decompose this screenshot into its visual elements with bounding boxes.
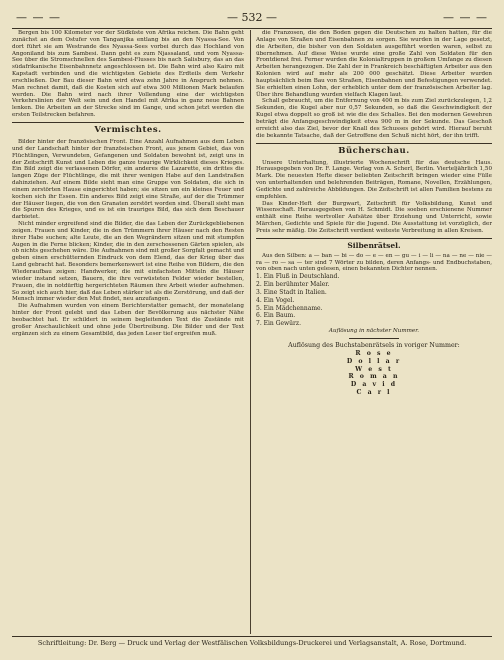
puzzle-item: 7. Ein Gewürz. — [256, 320, 301, 328]
section-divider — [256, 143, 492, 144]
solution-line: R o s e — [355, 350, 393, 358]
solution-line: D a v i d — [350, 381, 398, 389]
page-number: — 532 — — [227, 10, 277, 24]
vermischtes-paragraph-2: Nicht minder ergreifend sind die Bilder, die das Leben der Zurückgebliebenen zeigen. Frauen und Kinder, die in den Trümmern ihrer Häuser nach den Resten ihrer Habe suchen; alte Leute, die an den Wegrändern sitzen und mit stumpfen Augen in die Ferne blicken; Kinder, die in den zerschossenen Gärten spielen, als ob nichts geschehen wäre. Die Aufnahmen sind mit großer Sorgfalt gemacht und geben einen erschütternden Eindruck von dem Elend, das der Krieg über das Land gebracht hat. Besonders bemerkenswert ist eine Reihe von Bildern, die den Wiederaufbau zeigen: Handwerker, die mit einfachsten Mitteln die Häuser wieder instand setzen, Bauern, die ihre verwüsteten Felder wieder bestellen, Frauen, die in notdürftig hergerichteten Räumen ihre Arbeit wieder aufnehmen. So zeigt sich auch hier, daß das Leben stärker ist als die Zerstörung, und daß der Mensch immer wieder den Mut findet, neu anzufangen. — [12, 221, 244, 303]
solution-line: R o m a n — [348, 373, 400, 381]
puzzle-intro: Aus den Silben: a — ban — bi — do — e — en — gu — i — li — na — ne — nie — ra — ro — sa — ter sind 7 Wörter zu bilden, deren Anfangs- und Endbuchstaben, von oben nach unten gelesen, einen bekannten Dichter nennen. — [256, 252, 492, 273]
puzzle-note: Auflösung in nächster Nummer. — [328, 327, 420, 334]
solution-line: D o l l a r — [346, 357, 402, 365]
header-dash-left: — — — — [16, 10, 61, 24]
puzzle-item: 1. Ein Fluß in Deutschland. — [256, 273, 340, 281]
vermischtes-paragraph-3: Die Aufnahmen wurden von einem Berichterstatter gemacht, der monatelang hinter der Front gelebt und das Leben der Bevölkerung aus nächster Nähe beobachtet hat. Er schildert in seinem begleitenden Text die Zustände mit großer Anschaulichkeit und ohne jede Übertreibung. Die Bilder und der Text ergänzen sich zu einem Gesamtbild, das jeden Leser tief ergreifen muß. — [12, 303, 244, 337]
puzzle-item: 4. Ein Vogel. — [256, 296, 295, 304]
page-header — [12, 6, 492, 29]
puzzle-item: 3. Eine Stadt in Italien. — [256, 288, 327, 296]
section-divider — [256, 238, 492, 239]
puzzle-item: 2. Ein berühmter Maler. — [256, 281, 330, 289]
left-intro-paragraph: Bergen bis 100 Kilometer vor der Südküste von Afrika reichen. Die Bahn geht zunächst an dem Ostufer von Tanganjika entlang bis an den Nyassa-See. Von dort führt sie am Westrande des Nyassa-Sees vorbei durch das Hochland von Angoniland bis zum Sambesi. Dann geht es zum Njassaland, und vom Nyassa-See über die Stromschnellen des Sambesi-Flusses bis nach Salisbury, das an das südafrikanische Eisenbahnnetz angeschlossen ist. Die Bahn wird also Kairo mit Kapstadt verbinden und die wichtigsten Gebiete des Erdteils dem Verkehr erschließen. Der Bau dieser Bahn wird etwa zehn Jahre in Anspruch nehmen. Man rechnet damit, daß die Kosten sich auf etwa 300 Millionen Mark belaufen werden. Die Bahn wird nach ihrer Vollendung eine der wichtigsten Verkehrslinien der Welt sein und den Handel mit Afrika in ganz neue Bahnen lenken. Die Arbeiten an der Strecke sind im Gange, und schon jetzt werden die ersten Teilstrecken befahren. — [12, 30, 244, 119]
puzzle-item: 5. Ein Mädchenname. — [256, 304, 323, 312]
section-title-buecherschau: Bücherschau. — [338, 145, 410, 156]
solution-line: W e s t — [355, 365, 393, 373]
book-review-1: Unsere Unterhaltung, illustrierte Wochenschrift für das deutsche Haus. Herausgegeben von Dr. F. Lange. Verlag von A. Scherl, Berlin. Vierteljährlich 1,50 Mark. Die neuesten Hefte dieser beliebten Zeitschrift bringen wieder eine Fülle von unterhaltenden und belehrenden Beiträgen, Romane, Novellen, Erzählungen, Gedichte und zahlreiche Abbildungen. Die Zeitschrift ist allen Familien bestens zu empfehlen. — [256, 159, 492, 200]
puzzle-item: 6. Ein Baum. — [256, 312, 296, 320]
section-title-vermischtes: Vermischtes. — [94, 124, 162, 135]
right-intro-paragraph: die Franzosen, die den Boden gegen die Deutschen zu halten hatten, für die Anlage von Straßen und Eisenbahnen zu sorgen. Sie wurden in der Lage gesetzt, die Arbeiten, die bisher von den Soldaten ausgeführt worden waren, selbst zu übernehmen. Auf diese Weise wurde eine große Zahl von Soldaten für den Frontdienst frei. Ferner wurden die Kolonialtruppen in großem Umfange zu diesen Arbeiten herangezogen. Die Zahl der in Frankreich beschäftigten Arbeiter aus den Kolonien wird auf mehr als 200 000 geschätzt. Diese Arbeiter wurden hauptsächlich beim Bau von Straßen, Eisenbahnen und Befestigungen verwendet. Sie erhielten einen Lohn, der erheblich unter dem der französischen Arbeiter lag. Über ihre Behandlung wurden vielfach Klagen laut. — [256, 30, 492, 98]
header-dash-right: — — — — [443, 10, 488, 24]
columns — [12, 30, 492, 634]
section-divider — [12, 122, 244, 123]
right-column — [256, 30, 492, 634]
page-footer: Schriftleitung: Dr. Berg — Druck und Verlag der Westfälischen Volksbildungs-Druckerei und Verlagsanstalt, A. Rose, Dortmund. — [12, 636, 492, 651]
right-intro-paragraph-2: Schall gebraucht, um die Entfernung von 400 m bis zum Ziel zurückzulegen, 1,2 Sekunden, die Kugel aber nur 0,57 Sekunden, so daß die Geschwindigkeit der Kugel etwa doppelt so groß ist wie die des Schalles. Bei den modernen Gewehren beträgt die Anfangsgeschwindigkeit etwa 900 m in der Sekunde. Das Geschoß erreicht also das Ziel, bevor der Knall des Schusses gehört wird. Hierauf beruht die bekannte Tatsache, daß der Getroffene den Schuß nicht hört, der ihn trifft. — [256, 98, 492, 139]
solution-title: Auflösung des Buchstabenrätsels in voriger Nummer: — [288, 341, 460, 349]
solution-line: C a r l — [356, 389, 392, 397]
book-review-2: Das Kinder-Heft der Burgwart, Zeitschrift für Volksbildung, Kunst und Wissenschaft. Herausgegeben von H. Schmidt. Die soeben erschienene Nummer enthält eine Reihe wertvoller Aufsätze über Erziehung und Unterricht, sowie Märchen, Gedichte und Spiele für die Jugend. Die Ausstattung ist vorzüglich, der Preis sehr mäßig. Die Zeitschrift verdient weiteste Verbreitung in allen Kreisen. — [256, 200, 492, 234]
puzzle-list — [256, 273, 492, 328]
vermischtes-paragraph-1: Bilder hinter der französischen Front. Eine Anzahl Aufnahmen aus dem Leben und der Landschaft hinter der französischen Front, aus jenem Gebiet, das von Flüchtlingen, Verwundeten, Gefangenen und Soldaten bewohnt ist, zeigt uns in der Zeitschrift Kunst und Leben die ganze traurige Wirklichkeit dieses Krieges. Ein Bild zeigt die verlassenen Dörfer, ein anderes die Lazarette, ein drittes die langen Züge der Flüchtlinge, die mit ihrer wenigen Habe auf den Landstraßen dahinziehen. Auf einem Bilde sieht man eine Gruppe von Soldaten, die sich in einem zerstörten Hause eingerichtet haben; sie sitzen um ein kleines Feuer und kochen sich ihr Essen. Ein anderes Bild zeigt eine Straße, auf der die Trümmer der Häuser liegen, die von den Granaten zerstört worden sind. Überall sieht man die Spuren des Krieges, und es ist ein trauriges Bild, das sich dem Beschauer darbietet. — [12, 138, 244, 221]
column-divider — [250, 30, 251, 634]
solution-block — [256, 350, 492, 397]
left-column — [12, 30, 244, 634]
short-divider — [349, 338, 399, 339]
puzzle-title: Silbenrätsel. — [347, 240, 401, 250]
